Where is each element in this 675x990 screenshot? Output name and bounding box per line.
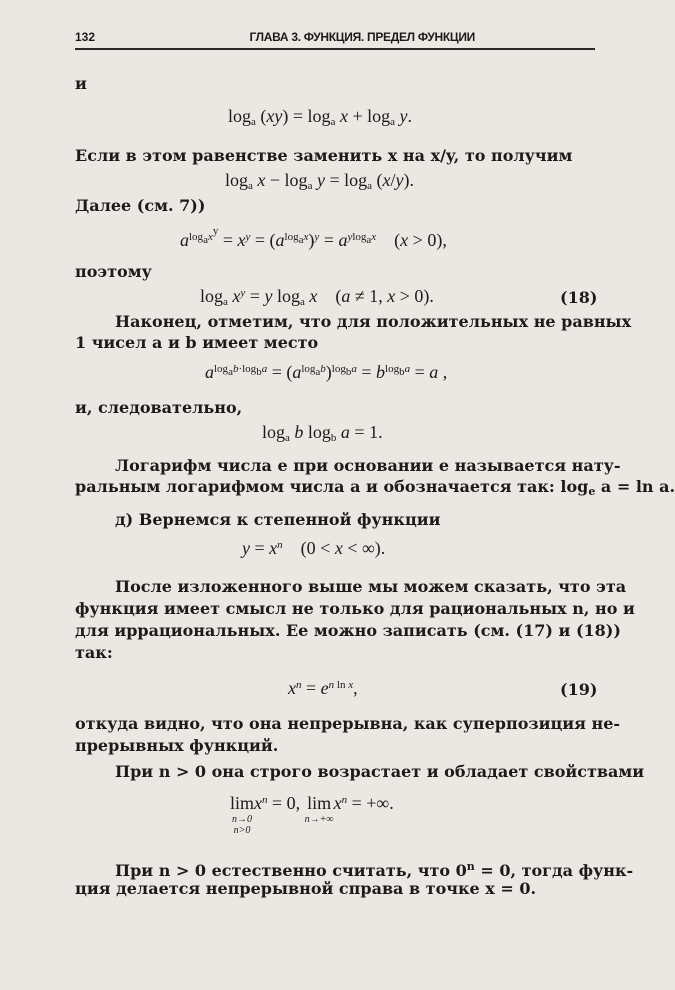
- equation-text: $a^{log_ab\cdot log_ba} = (a^{log_ab})^{log_ba} = b^{log_ba} = a$ ,: [205, 362, 448, 382]
- equation-m7: [242, 538, 385, 559]
- equation-m9: lim n→0 n>0 $x^n = 0$, lim n→+∞ $x^n$ = +∞.: [230, 793, 394, 836]
- equation-text: $a^{log_ax^y} = x^y = (a^{log_ax})^y = a^{ylog_ax}$ (x > 0),: [180, 225, 447, 250]
- equation-text: $\log_a b$ $\log_b a = 1$.: [262, 422, 383, 444]
- text-line: откуда видно, что она непрерывна, как суперпозиция не-: [75, 714, 621, 733]
- text-line: Далее (см. 7)): [75, 196, 206, 215]
- text-line: прерывных функций.: [75, 736, 279, 755]
- text-line: Наконец, отметим, что для положительных не равных: [115, 312, 632, 331]
- limit-1: lim n→0 n>0: [230, 793, 255, 836]
- equation-text: $x^n = e^{n ln x}$,: [288, 678, 358, 698]
- equation-m4: [200, 286, 434, 308]
- text-line: Логарифм числа e при основании e называется нату-: [115, 456, 621, 475]
- text-line: поэтому: [75, 262, 152, 281]
- equation-number: (18): [560, 288, 598, 307]
- equation-m1: [228, 106, 412, 128]
- text-line: и: [75, 74, 87, 93]
- page-number: 132: [75, 30, 96, 44]
- equation-m5: [205, 362, 447, 383]
- text-line: При n > 0 она строго возрастает и обладает свойствами: [115, 762, 645, 781]
- text-line: для иррациональных. Ее можно записать (см. (17) и (18)): [75, 621, 621, 640]
- running-header: [75, 30, 595, 50]
- equation-text: $\log_a x^y = y$ $\log_a x$ (a ≠ 1, x > 0).: [200, 286, 434, 308]
- equation-number: (19): [560, 680, 598, 699]
- equation-text: $\log_a (xy) = \log_a x + \log_a y$.: [228, 106, 412, 128]
- text-line: и, следовательно,: [75, 398, 243, 417]
- text-line: Если в этом равенстве заменить x на x/y, то получим: [75, 146, 573, 165]
- text-line: д) Вернемся к степенной функции: [115, 510, 441, 529]
- equation-text: $\log_a x - \log_a y = \log_a (x/y)$.: [225, 170, 415, 192]
- equation-m3: [180, 225, 447, 251]
- limit-2: lim n→+∞: [304, 793, 334, 825]
- text-line: функция имеет смысл не только для рациональных n, но и: [75, 599, 635, 618]
- text-line: ция делается непрерывной справа в точке x = 0.: [75, 879, 537, 898]
- chapter-title: ГЛАВА 3. ФУНКЦИЯ. ПРЕДЕЛ ФУНКЦИИ: [249, 30, 475, 44]
- text-line: После изложенного выше мы можем сказать, что эта: [115, 577, 627, 596]
- text-line: При n > 0 естественно считать, что $0^n = 0$, тогда функ-: [115, 860, 634, 880]
- equation-m8: [288, 678, 358, 699]
- equation-m6: [262, 422, 383, 444]
- equation-m2: [225, 170, 414, 192]
- text-line: так:: [75, 643, 113, 662]
- text-line: ральным логарифмом числа a и обозначается так: $\log_e a = \ln a$.: [75, 477, 675, 498]
- text-line: 1 чисел a и b имеет место: [75, 333, 319, 352]
- equation-text: $y = x^n$ (0 < x < ∞).: [242, 538, 386, 558]
